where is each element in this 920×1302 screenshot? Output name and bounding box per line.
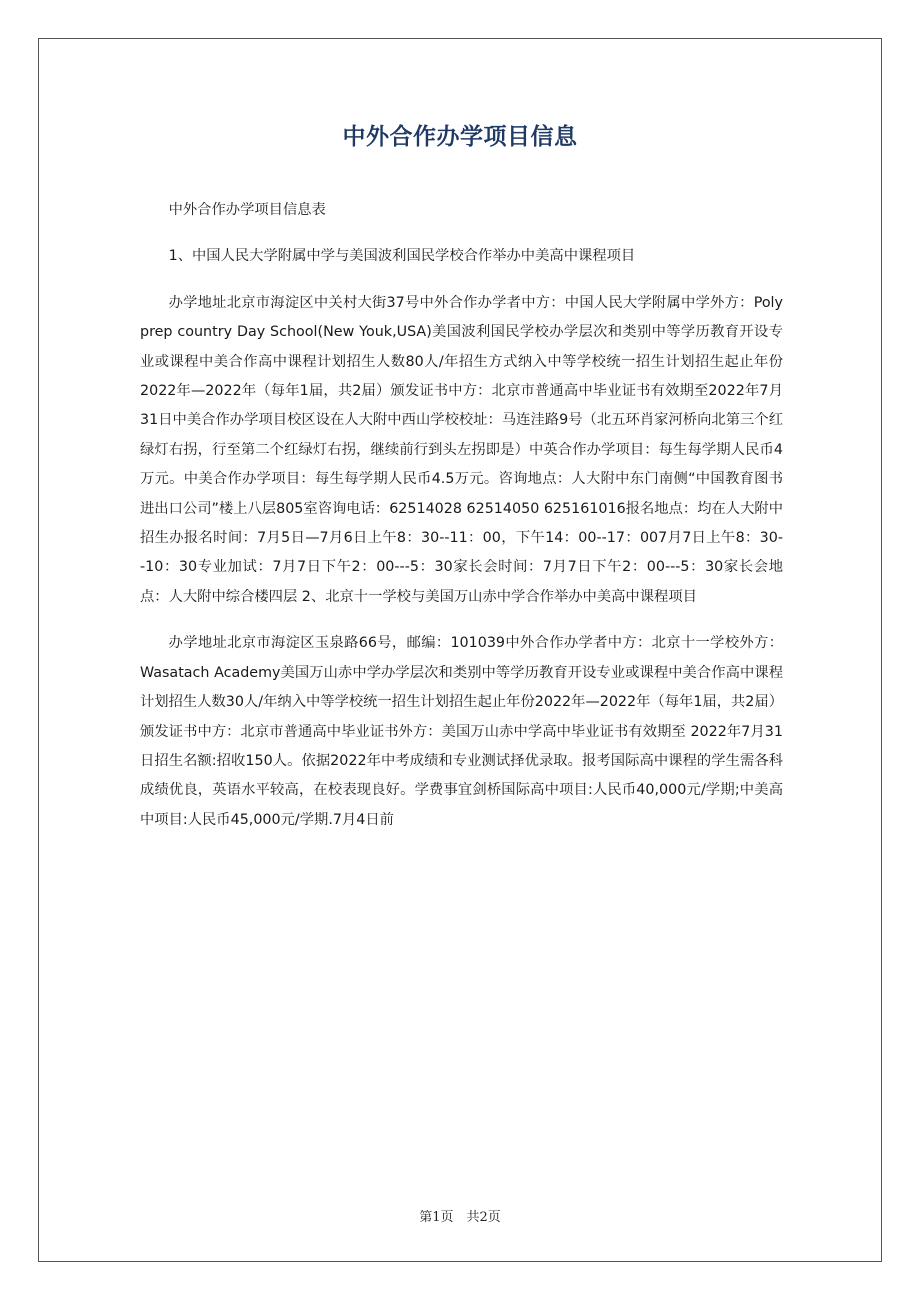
paragraph: 办学地址北京市海淀区中关村大街37号中外合作办学者中方：中国人民大学附属中学外方：Poly prep country Day School(New Youk,USA)美国波利国民学校办学层次和类别中等学历教育开设专业或课程中美合作高中课程计划招生人数80人/年招生方式纳入中等学校统一招生计划招生起止年份2022年—2022年（每年1届，共2届）颁发证书中方：北京市普通高中毕业证书有效期至2022年7月31日中美合作办学项目校区设在人大附中西山学校校址：马连洼路9号（北五环肖家河桥向北第三个红绿灯右拐，行至第二个红绿灯右拐，继续前行到头左拐即是）中英合作办学项目：每生每学期人民币4万元。中美合作办学项目：每生每学期人民币4.5万元。咨询地点：人大附中东门南侧“中国教育图书进出口公司”楼上八层805室咨询电话：62514028 62514050 625161016报名地点：均在人大附中招生办报名时间：7月5日—7月6日上午8：30--11：00，下午14：00--17：007月7日上午8：30--10：30专业加试：7月7日下午2：00---5：30家长会时间：7月7日下午2：00---5：30家长会地点：人大附中综合楼四层 2、北京十一学校与美国万山赤中学合作举办中美高中课程项目 xyxy=(140,294,783,605)
page-number-footer: 第1页 共2页 xyxy=(419,1210,501,1225)
paragraph: 办学地址北京市海淀区玉泉路66号，邮编：101039中外合作办学者中方：北京十一学校外方：Wasatach Academy美国万山赤中学办学层次和类别中等学历教育开设专业或课程中美合作高中课程计划招生人数30人/年纳入中等学校统一招生计划招生起止年份2022年—2022年（每年1届，共2届）颁发证书中方：北京市普通高中毕业证书外方：美国万山赤中学高中毕业证书有效期至 2022年7月31日招生名额:招收150人。依据2022年中考成绩和专业测试择优录取。报考国际高中课程的学生需各科成绩优良，英语水平较高，在校表现良好。学费事宜剑桥国际高中项目:人民币40,000元/学期;中美高中项目:人民币45,000元/学期.7月4日前 xyxy=(140,635,783,828)
paragraph: 1、中国人民大学附属中学与美国波利国民学校合作举办中美高中课程项目 xyxy=(168,248,636,265)
document-title: 中外合作办学项目信息 xyxy=(342,124,578,150)
paragraph: 中外合作办学项目信息表 xyxy=(168,202,326,218)
document-body xyxy=(140,196,783,852)
